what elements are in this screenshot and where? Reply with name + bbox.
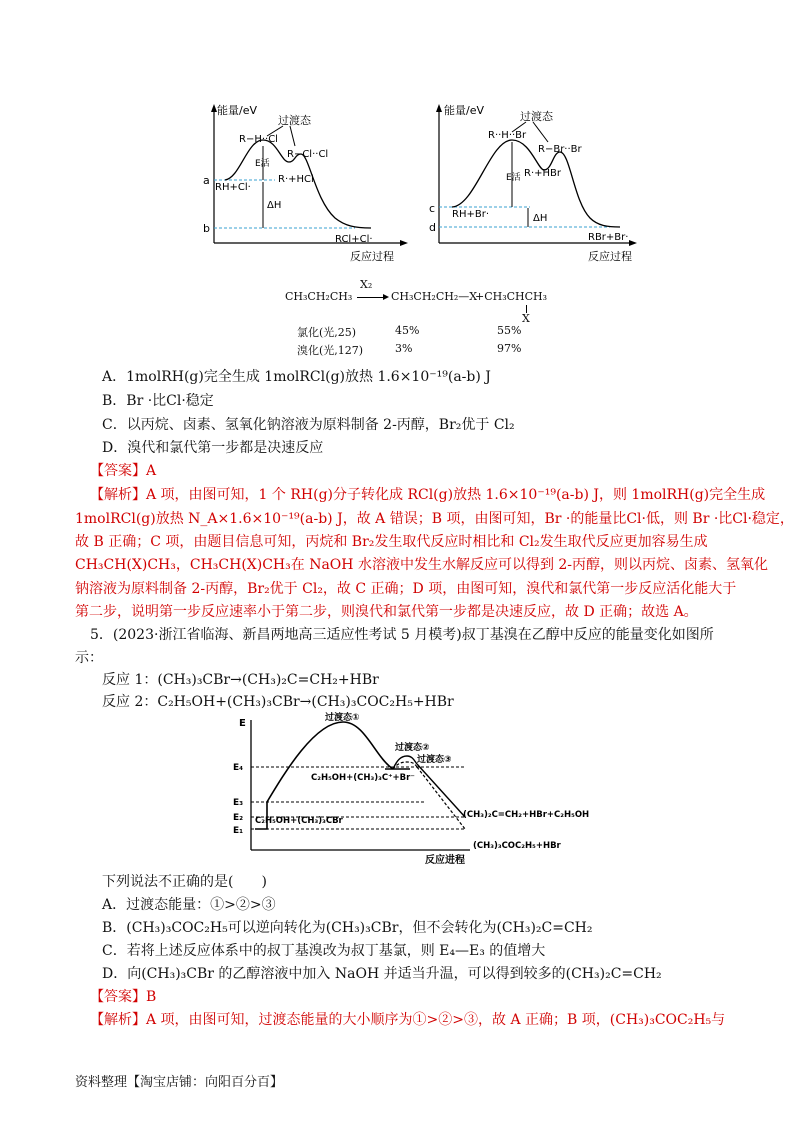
start-label: RH+Br·	[452, 209, 489, 220]
y-axis-label: E	[239, 718, 246, 729]
reactant: CH₃CH₂CH₃	[285, 290, 353, 303]
e4-label: E₄	[233, 763, 244, 773]
q4-option-a: A．1molRH(g)完全生成 1molRCl(g)放热 1.6×10⁻¹⁹(a-b) J	[102, 369, 491, 385]
q5-option-a: A．过渡态能量：①>②>③	[102, 897, 276, 913]
q4-option-c: C．以丙烷、卤素、氢氧化钠溶液为原料制备 2-丙醇，Br₂优于 Cl₂	[102, 417, 515, 433]
e3-label: E₃	[233, 798, 244, 808]
x-axis-label: 反应进程	[425, 855, 465, 866]
q5-option-d: D．向(CH₃)₃CBr 的乙醇溶液中加入 NaOH 并适当升温，可以得到较多的(CH₃)₂C=CH₂	[102, 966, 662, 982]
ts1-label: R−H··Cl	[239, 134, 278, 145]
q5-question: 下列说法不正确的是( )	[102, 874, 267, 890]
energy-diagram-bromination	[420, 100, 640, 265]
q5-analysis: 【解析】A 项，由图可知，过渡态能量的大小顺序为①>②>③，故 A 正确；B 项，(CH₃)₃COC₂H₅与	[90, 1012, 726, 1028]
q5-option-b: B．(CH₃)₃COC₂H₅可以逆向转化为(CH₃)₃CBr，但不会转化为(CH₃)₂C=CH₂	[102, 920, 593, 936]
end-1-label: (CH₃)₂C=CH₂+HBr+C₂H₅OH	[463, 810, 590, 820]
q5-stem-line-1: 5．(2023·浙江省临海、新昌两地高三适应性考试 5 月模考)叔丁基溴在乙醇中反应的能量变化如图所	[90, 627, 714, 643]
reaction-scheme	[285, 278, 585, 358]
activation-energy-label: E活	[506, 173, 521, 183]
row-2-yield-1: 3%	[395, 342, 413, 355]
q4-analysis-line-6: 第二步，说明第一步反应速率小于第二步，则溴代和氯代第一步都是决速反应，故 D 正确；故选 A。	[75, 604, 698, 620]
ts3-label: 过渡态③	[417, 755, 452, 765]
tick-a: a	[203, 174, 210, 187]
end-label: RCl+Cl·	[335, 234, 373, 245]
product-1: CH₃CH₂CH₂—X	[391, 290, 478, 303]
q4-analysis-line-4: CH₃CH(X)CH₃，CH₃CH(X)CH₃在 NaOH 水溶液中发生水解反应可以得到 2-丙醇，则以丙烷、卤素、氢氧化	[75, 557, 769, 573]
ts1-label: 过渡态①	[325, 713, 360, 723]
q5-reaction-1: 反应 1：(CH₃)₃CBr→(CH₃)₂C=CH₂+HBr	[102, 672, 379, 688]
x-axis-label: 反应过程	[350, 250, 394, 263]
activation-energy-label: E活	[255, 159, 270, 169]
start-label: C₂H₅OH+(CH₃)₃CBr	[255, 816, 343, 826]
e2-label: E₂	[233, 813, 244, 823]
q4-option-d: D．溴代和氯代第一步都是决速反应	[102, 440, 324, 456]
x-axis-label: 反应过程	[588, 250, 632, 263]
product-2-substituent: X	[522, 312, 530, 325]
q4-analysis-line-5: 钠溶液为原料制备 2-丙醇，Br₂优于 Cl₂，故 C 正确；D 项，由图可知，溴代和氯代第一步反应活化能大于	[75, 581, 737, 597]
intermediate-label: R·+HBr	[524, 168, 561, 179]
ts2-label: 过渡态②	[395, 743, 430, 753]
e1-label: E₁	[233, 826, 244, 836]
end-label: RBr+Br·	[588, 232, 629, 243]
transition-state-label: 过渡态	[520, 110, 553, 123]
tick-c: c	[429, 202, 436, 215]
energy-diagram-tert-butyl-bromide	[225, 712, 600, 867]
ts1-label: R··H··Br	[488, 130, 527, 141]
energy-diagram-chlorination	[195, 100, 410, 265]
intermediate-label: C₂H₅OH+(CH₃)₃C⁺+Br⁻	[311, 773, 415, 783]
q4-answer: 【答案】A	[90, 463, 157, 479]
row-2-condition: 溴化(光,127)	[297, 344, 364, 357]
q5-reaction-2: 反应 2：C₂H₅OH+(CH₃)₃CBr→(CH₃)₃COC₂H₅+HBr	[102, 694, 454, 710]
tick-b: b	[203, 222, 210, 235]
row-1-condition: 氯化(光,25)	[297, 326, 357, 339]
tick-d: d	[429, 221, 436, 234]
q4-analysis-line-3: 故 B 正确；C 项，由题目信息可知，丙烷和 Br₂发生取代反应时相比和 Cl₂发生取代反应更加容易生成	[75, 534, 708, 550]
y-axis-label: 能量/eV	[444, 104, 484, 117]
row-1-yield-2: 55%	[497, 324, 522, 337]
reagent-label: X₂	[360, 278, 373, 291]
row-2-yield-2: 97%	[497, 342, 522, 355]
product-2: +CH₃CHCH₃	[475, 290, 548, 303]
start-label: RH+Cl·	[215, 182, 251, 193]
footer: 资料整理【淘宝店铺：向阳百分百】	[75, 1075, 284, 1090]
arrow-head	[383, 294, 389, 300]
q4-analysis-line-1: 【解析】A 项，由图可知，1 个 RH(g)分子转化成 RCl(g)放热 1.6×10⁻¹⁹(a-b) J，则 1molRH(g)完全生成	[90, 487, 766, 503]
q4-analysis-line-2: 1molRCl(g)放热 N_A×1.6×10⁻¹⁹(a-b) J，故 A 错误；B 项，由图可知，Br ·的能量比Cl·低，则 Br ·比Cl·稳定，	[75, 511, 794, 527]
q5-stem-line-2: 示：	[75, 650, 103, 666]
reaction-arrow	[357, 297, 385, 298]
y-axis-label: 能量/eV	[217, 104, 257, 117]
end-2-label: (CH₃)₃COC₂H₅+HBr	[473, 841, 561, 851]
delta-h-label: ΔH	[533, 213, 548, 224]
delta-h-label: ΔH	[267, 200, 282, 211]
q5-option-c: C．若将上述反应体系中的叔丁基溴改为叔丁基氯，则 E₄—E₃ 的值增大	[102, 943, 546, 959]
q5-answer: 【答案】B	[90, 989, 157, 1005]
intermediate-label: R·+HCl	[278, 174, 314, 185]
ts2-label: R−Br··Br	[538, 144, 582, 155]
ts2-label: R−Cl··Cl	[287, 149, 329, 160]
q4-option-b: B．Br ·比Cl·稳定	[102, 393, 214, 409]
transition-state-label: 过渡态	[278, 114, 311, 127]
row-1-yield-1: 45%	[395, 324, 420, 337]
